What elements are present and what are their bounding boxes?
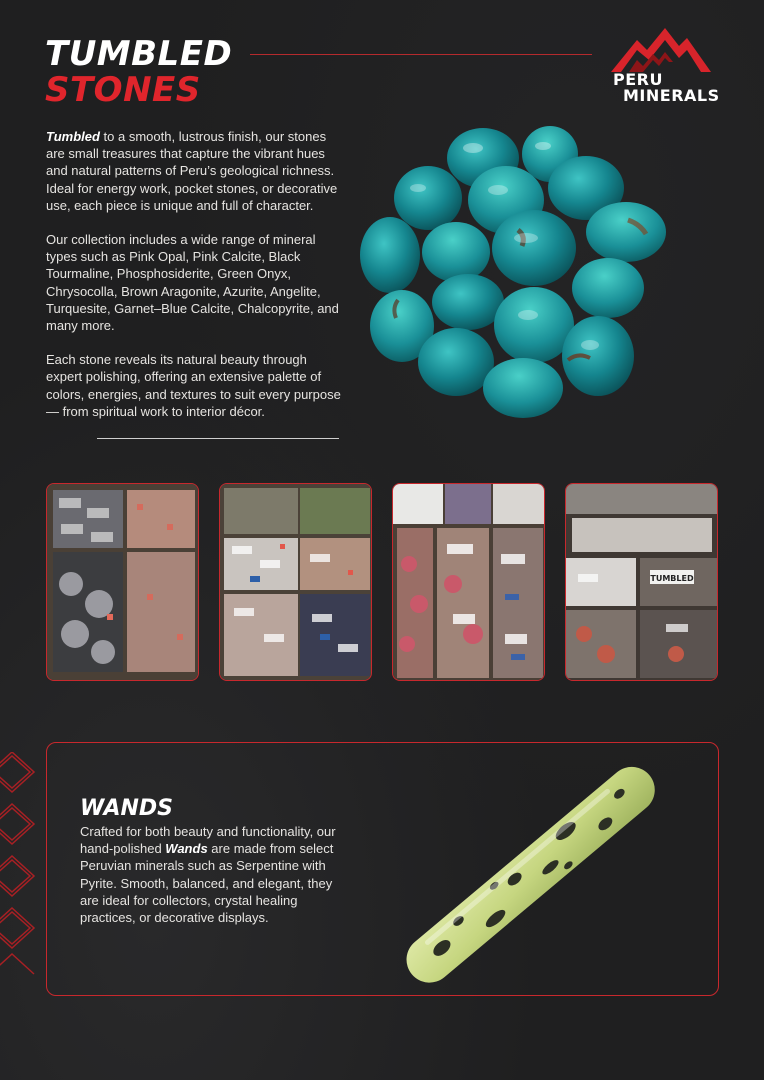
wands-emphasis: Wands [165,841,208,857]
wands-description-part-1: Crafted for both beauty and functionality, our hand-polished [80,824,336,857]
mountain-logo-icon [607,26,715,76]
market-photo-strip [46,483,718,681]
market-photo-1 [46,483,199,681]
tumbled-stones-image [358,120,678,430]
intro-divider [97,438,339,439]
decorative-diamond-pattern [0,752,40,982]
stone-cluster [360,126,666,418]
market-photo-4 [565,483,718,681]
logo-text-minerals: MINERALS [623,86,720,105]
intro-paragraph-1-text: to a smooth, lustrous finish, our stones are small treasures that capture the vibrant hues and natural patterns of Peru’s geological richness. Ideal for energy work, pocket stones, or decorative use, each piece is unique and full of character. [46,129,338,213]
title-line-stones: STONES [45,70,201,110]
intro-text [46,128,346,437]
logo-text-peru: PERU [613,70,663,89]
tumbled-sign-text: TUMBLED [650,574,694,583]
intro-paragraph-1 [46,128,346,214]
wands-description-part-2: are made from select Peruvian minerals such as Serpentine with Pyrite. Smooth, balanced, and elegant, they are ideal for collectors, crystal healing practices, or decorative displays. [80,841,334,926]
intro-paragraph-2: Our collection includes a wide range of mineral types such as Pink Opal, Pink Calcite, Black Tourmaline, Phosphosiderite, Green Onyx, Chrysocolla, Brown Aragonite, Azurite, Angelite, Turquesite, Garnet–Blue Calcite, Chalcopyrite, and many more. [46,232,339,334]
title-line-tumbled: TUMBLED [45,34,233,74]
serpentine-wand-image [385,764,675,984]
market-photo-3 [392,483,545,681]
page-title [45,36,232,108]
title-divider [250,54,592,55]
intro-lead-word: Tumbled [46,129,100,144]
wands-title: WANDS [80,796,174,821]
peru-minerals-logo [607,26,720,108]
market-photo-2 [219,483,372,681]
wands-description [80,823,342,926]
intro-paragraph-3: Each stone reveals its natural beauty through expert polishing, offering an extensive palette of colors, energies, and textures to suit every purpose — from spiritual work to interior décor. [46,352,341,419]
